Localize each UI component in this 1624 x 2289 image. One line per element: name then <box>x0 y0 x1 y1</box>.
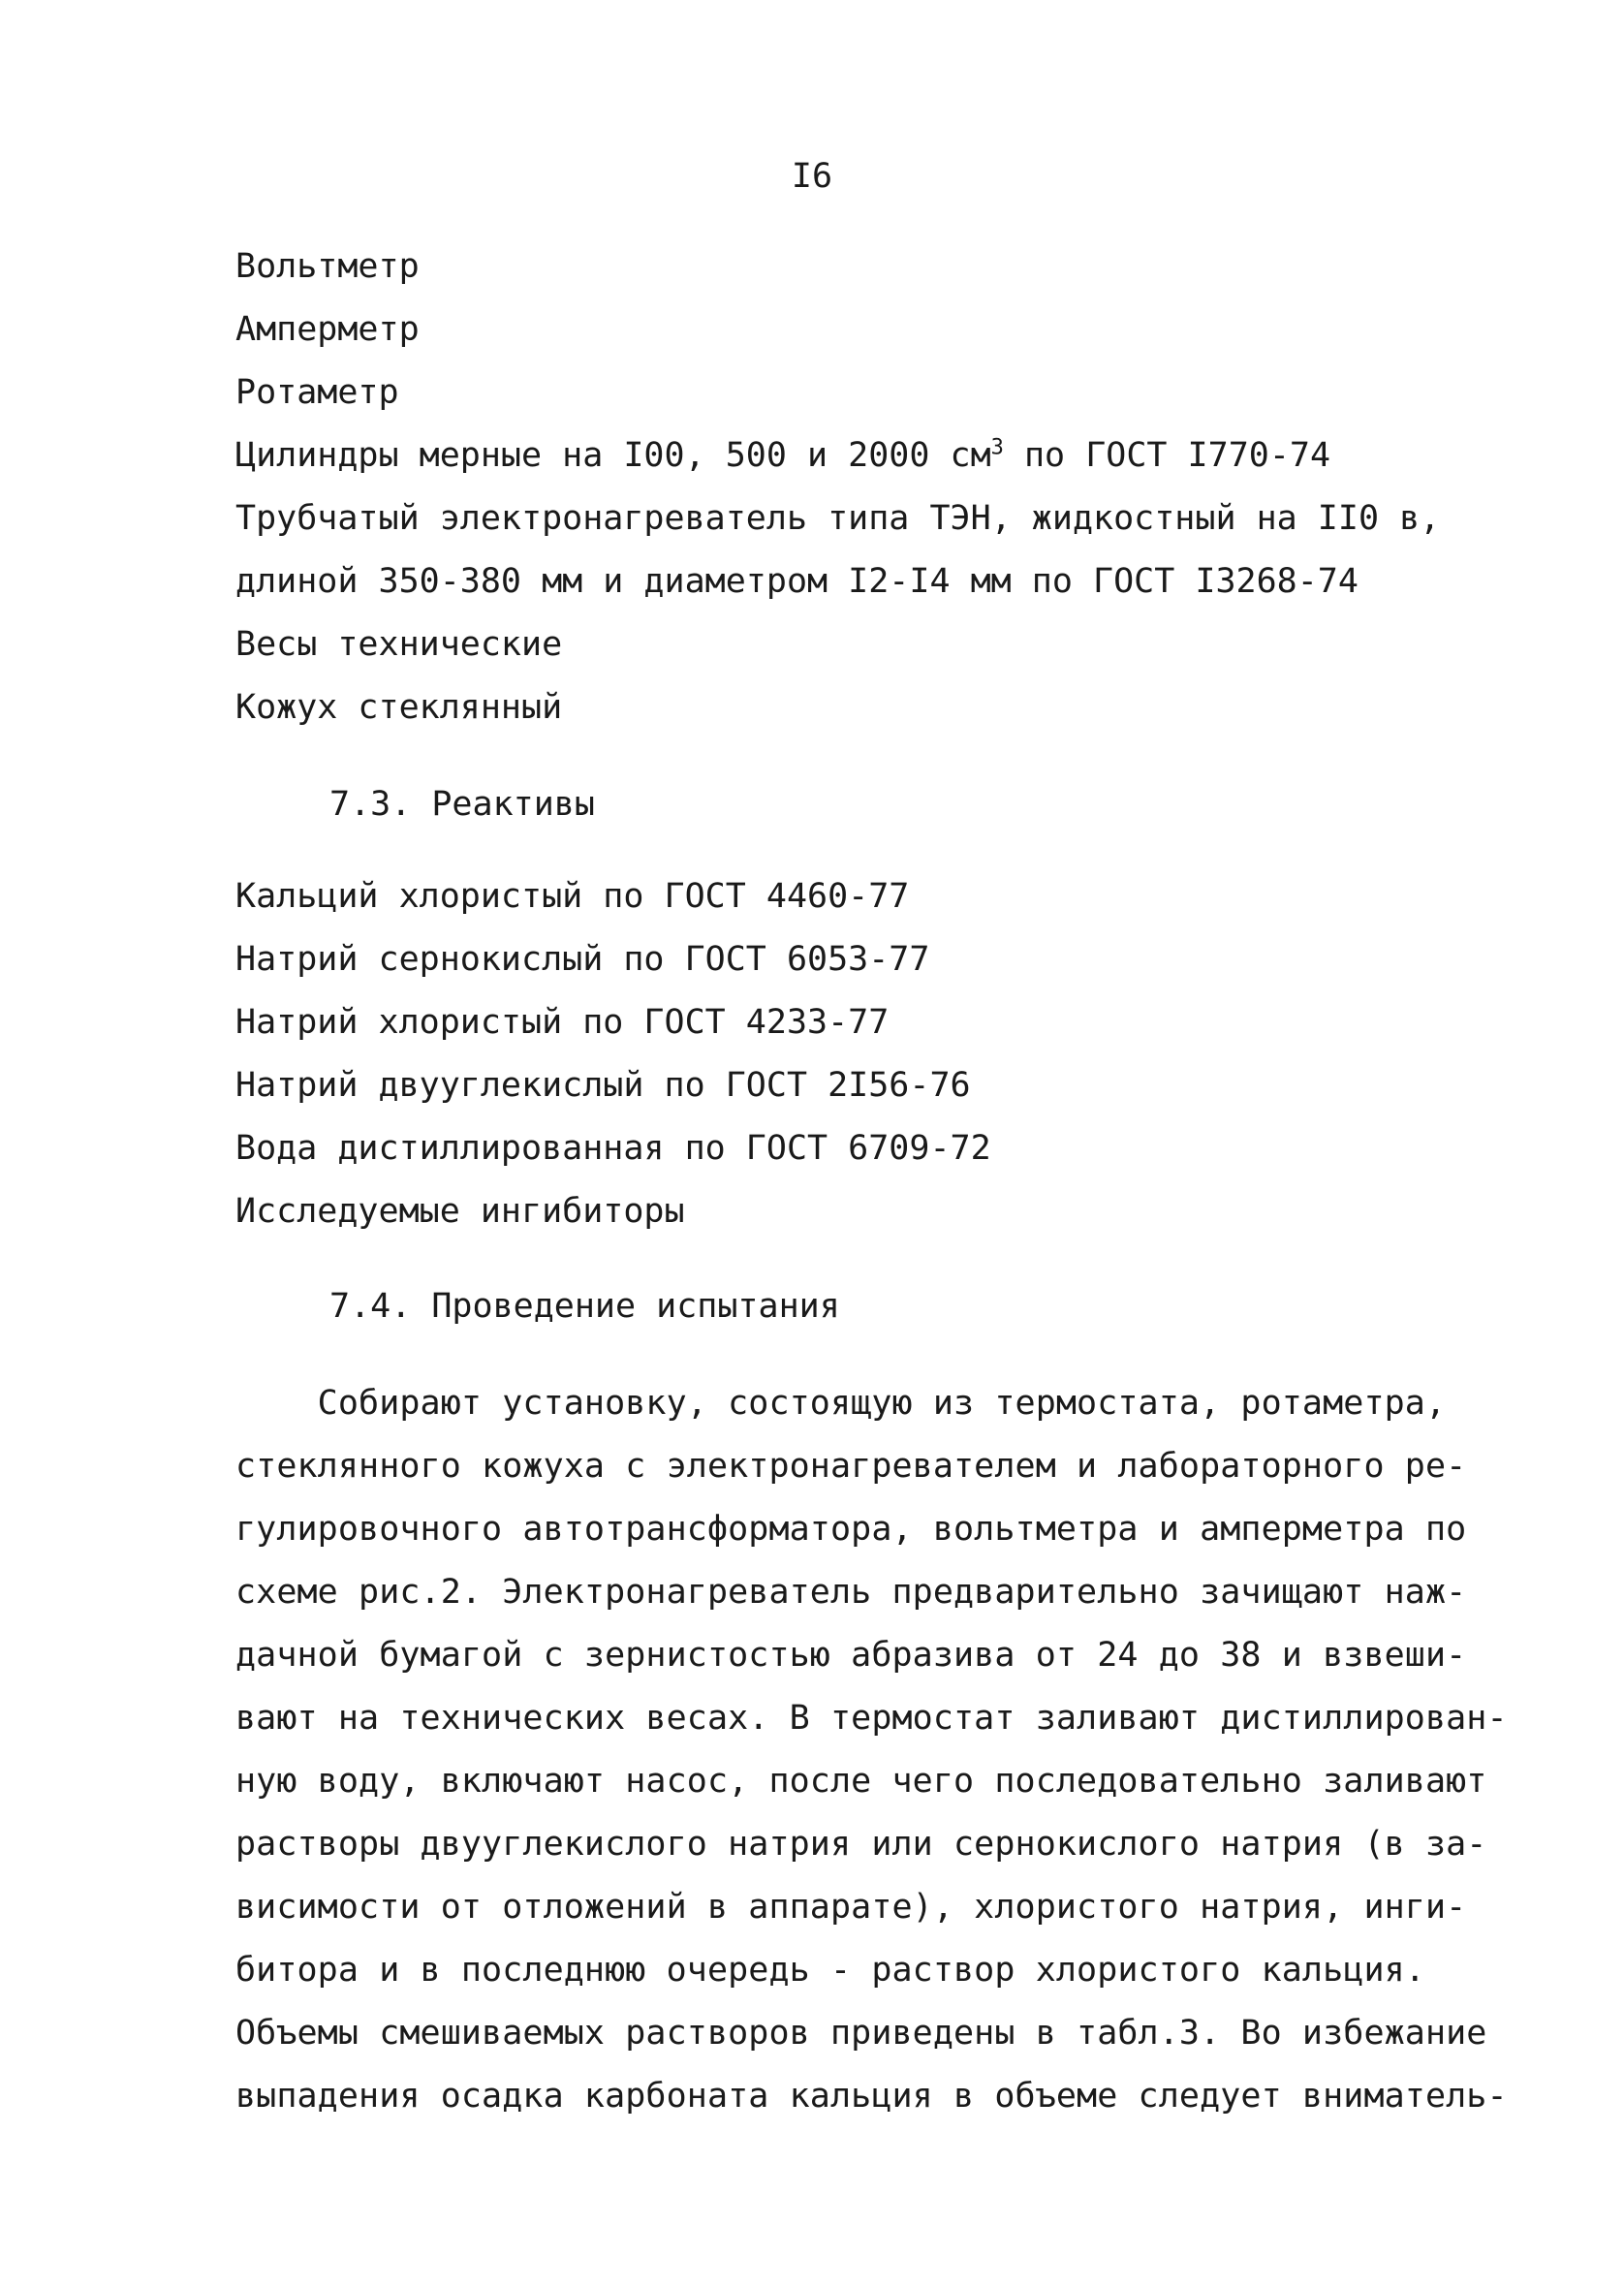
paragraph-line: вают на технических весах. В термостат заливают дистиллирован- <box>235 1699 1508 1738</box>
reagent-item: Натрий сернокислый по ГОСТ 6053-77 <box>235 940 930 979</box>
paragraph-line: Объемы смешиваемых растворов приведены в табл.3. Во избежание <box>235 2014 1487 2053</box>
section-heading-reagents: 7.3. Реактивы <box>329 785 595 824</box>
paragraph-line: стеклянного кожуха с электронагревателем и лабораторного ре- <box>235 1447 1467 1486</box>
cylinders-superscript: 3 <box>990 435 1004 460</box>
cylinders-standard: по ГОСТ I770-74 <box>1003 436 1331 475</box>
paragraph-line: висимости от отложений в аппарате), хлористого натрия, инги- <box>235 1888 1467 1927</box>
equipment-item-cover: Кожух стеклянный <box>235 688 563 727</box>
paragraph-line: выпадения осадка карбоната кальция в объеме следует вниматель- <box>235 2077 1508 2116</box>
paragraph-line: гулировочного автотрансформатора, вольтметра и амперметра по <box>235 1510 1467 1549</box>
paragraph-line: битора и в последнюю очередь - раствор хлористого кальция. <box>235 1951 1425 1990</box>
paragraph-line: Собирают установку, состоящую из термостата, ротаметра, <box>235 1384 1447 1423</box>
reagent-item: Кальций хлористый по ГОСТ 4460-77 <box>235 877 910 916</box>
equipment-item-rotameter: Ротаметр <box>235 373 399 412</box>
page-number: I6 <box>791 157 833 196</box>
reagent-item: Исследуемые ингибиторы <box>235 1192 685 1231</box>
equipment-item-ammeter: Амперметр <box>235 310 420 349</box>
equipment-item-heater-line-2: длиной 350-380 мм и диаметром I2-I4 мм по ГОСТ I3268-74 <box>235 562 1359 601</box>
section-heading-procedure: 7.4. Проведение испытания <box>329 1287 840 1326</box>
equipment-item-cylinders <box>235 426 1330 485</box>
equipment-item-scales: Весы технические <box>235 625 563 664</box>
cylinders-text: Цилиндры мерные на I00, 500 и 2000 см <box>235 436 991 475</box>
paragraph-line: схеме рис.2. Электронагреватель предварительно зачищают наж- <box>235 1573 1467 1612</box>
paragraph-line: дачной бумагой с зернистостью абразива от 24 до 38 и взвеши- <box>235 1636 1467 1675</box>
reagent-item: Натрий двууглекислый по ГОСТ 2I56-76 <box>235 1066 971 1105</box>
reagent-item: Вода дистиллированная по ГОСТ 6709-72 <box>235 1129 991 1168</box>
reagent-item: Натрий хлористый по ГОСТ 4233-77 <box>235 1003 890 1042</box>
paragraph-line: ную воду, включают насос, после чего последовательно заливают <box>235 1762 1487 1801</box>
equipment-item-voltmeter: Вольтметр <box>235 247 420 286</box>
paragraph-line: растворы двууглекислого натрия или сернокислого натрия (в за- <box>235 1825 1487 1864</box>
equipment-item-heater-line-1: Трубчатый электронагреватель типа ТЭН, жидкостный на II0 в, <box>235 499 1441 538</box>
